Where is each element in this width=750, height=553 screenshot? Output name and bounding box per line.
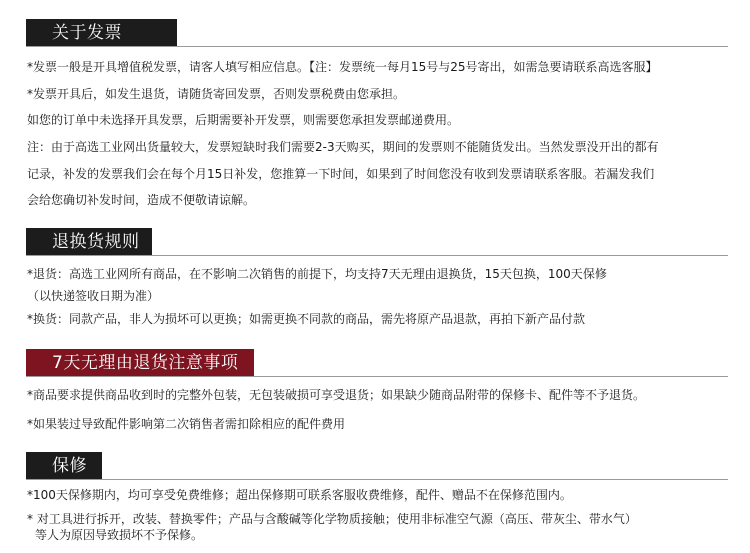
section-divider-invoice — [26, 46, 728, 47]
return-rules-line-3: *换货：同款产品，非人为损坏可以更换；如需更换不同款的商品，需先将原产品退款，再拍下新产品付款 — [27, 312, 586, 326]
section-divider-warranty — [26, 479, 728, 480]
warranty-line-3: 等人为原因导致损坏不予保修。 — [35, 528, 204, 542]
section-divider-return-rules — [26, 255, 728, 256]
return-rules-line-2: （以快递签收日期为准） — [27, 289, 160, 303]
invoice-line-5: 记录，补发的发票我们会在每个月15日补发，您推算一下时间，如果到了时间您没有收到发票请联系客服。若漏发我们 — [27, 167, 655, 181]
invoice-line-6: 会给您确切补发时间，造成不便敬请谅解。 — [27, 193, 256, 207]
seven-day-return-line-2: *如果装过导致配件影响第二次销售者需扣除相应的配件费用 — [27, 417, 346, 431]
invoice-line-2: *发票开具后，如发生退货，请随货寄回发票，否则发票税费由您承担。 — [27, 87, 406, 101]
section-heading-invoice: 关于发票 — [26, 19, 177, 47]
section-heading-return-rules: 退换货规则 — [26, 228, 152, 256]
section-heading-warranty: 保修 — [26, 452, 102, 480]
invoice-line-3: 如您的订单中未选择开具发票，后期需要补开发票，则需要您承担发票邮递费用。 — [27, 113, 460, 127]
section-divider-seven-day-return — [26, 376, 728, 377]
invoice-line-1: *发票一般是开具增值税发票，请客人填写相应信息。【注：发票统一每月15号与25号寄出，如需急要请联系高选客服】 — [27, 60, 658, 74]
seven-day-return-line-1: *商品要求提供商品收到时的完整外包装，无包装破损可享受退货；如果缺少随商品附带的保修卡、配件等不予退货。 — [27, 388, 646, 402]
section-heading-seven-day-return: 7天无理由退货注意事项 — [26, 349, 254, 377]
warranty-line-1: *100天保修期内，均可享受免费维修；超出保修期可联系客服收费维修，配件、赠品不在保修范围内。 — [27, 488, 572, 502]
return-rules-line-1: *退货：高选工业网所有商品，在不影响二次销售的前提下，均支持7天无理由退换货，15天包换，100天保修 — [27, 267, 607, 281]
invoice-line-4: 注：由于高选工业网出货量较大，发票短缺时我们需要2-3天购买，期间的发票则不能随货发出。当然发票没开出的都有 — [27, 140, 659, 154]
warranty-line-2: * 对工具进行拆开，改装、替换零件；产品与含酸碱等化学物质接触；使用非标准空气源（高压、带灰尘、带水气） — [27, 512, 637, 526]
